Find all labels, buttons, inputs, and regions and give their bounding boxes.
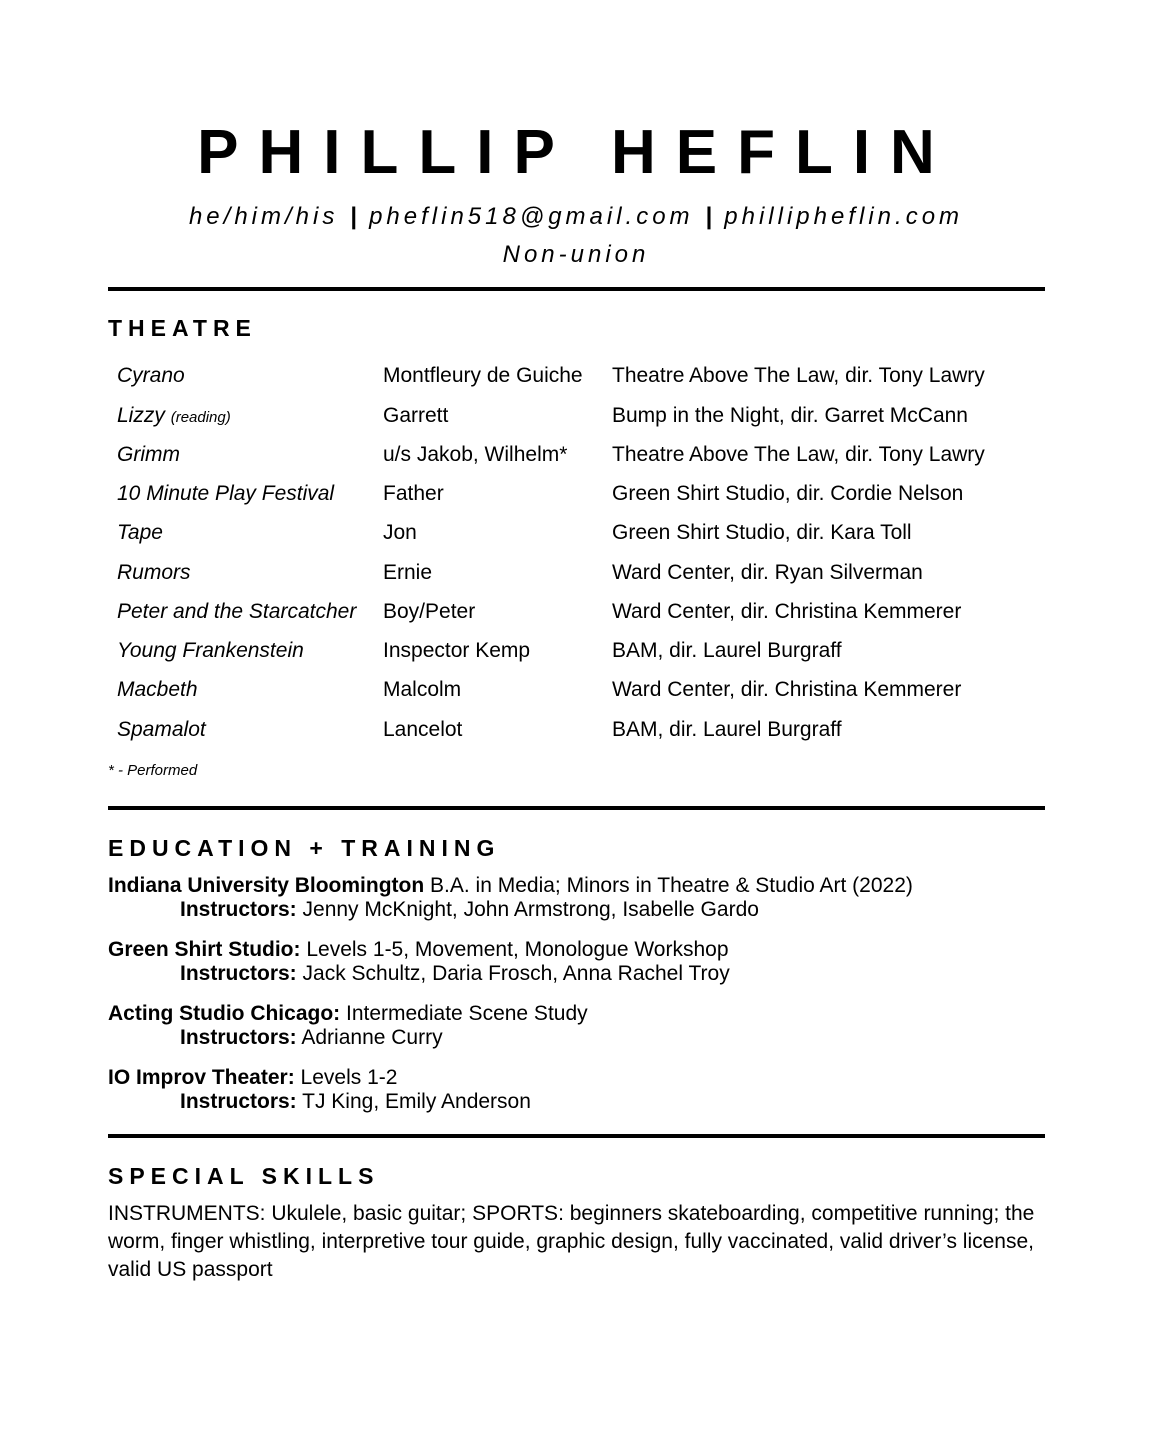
education-entry <box>108 938 1048 986</box>
education-entry <box>108 1002 1048 1050</box>
credit-row <box>0 558 1152 588</box>
credit-row <box>0 361 1152 391</box>
show-title: Tape <box>117 521 163 544</box>
divider <box>108 1134 1045 1138</box>
role: Malcolm <box>383 678 462 701</box>
credit-row <box>0 636 1152 666</box>
program-detail: Intermediate Scene Study <box>340 1002 588 1025</box>
role: Lancelot <box>383 718 463 741</box>
school-name: Indiana University Bloomington <box>108 874 425 897</box>
email: pheflin518@gmail.com <box>369 203 694 230</box>
website: phillipheflin.com <box>724 203 964 230</box>
company: Bump in the Night, dir. Garret McCann <box>612 404 968 427</box>
show-title: Peter and the Starcatcher <box>117 600 357 623</box>
show-title: 10 Minute Play Festival <box>117 482 335 505</box>
company: BAM, dir. Laurel Burgraff <box>612 639 842 662</box>
education-entry <box>108 1066 1048 1114</box>
education-heading: EDUCATION + TRAINING <box>108 835 501 861</box>
show-title: Grimm <box>117 443 180 466</box>
divider <box>108 806 1045 810</box>
company: Ward Center, dir. Christina Kemmerer <box>612 678 962 701</box>
company: BAM, dir. Laurel Burgraff <box>612 718 842 741</box>
school-name: Green Shirt Studio: <box>108 938 301 961</box>
credit-row <box>0 440 1152 470</box>
role: Jon <box>383 521 417 544</box>
role: Father <box>383 482 444 505</box>
credit-row <box>0 597 1152 627</box>
show-title: Cyrano <box>117 364 185 387</box>
role: Garrett <box>383 404 449 427</box>
skills-heading: SPECIAL SKILLS <box>108 1163 380 1189</box>
resume-name: PHILLIP HEFLIN <box>197 118 955 187</box>
union-status: Non-union <box>502 241 650 268</box>
instructors-list: Jenny McKnight, John Armstrong, Isabelle Gardo <box>296 898 759 921</box>
show-title: Young Frankenstein <box>117 639 304 662</box>
company: Ward Center, dir. Christina Kemmerer <box>612 600 962 623</box>
separator: | <box>350 203 358 230</box>
company: Theatre Above The Law, dir. Tony Lawry <box>612 443 985 466</box>
role: Ernie <box>383 561 433 584</box>
instructors-label: Instructors: <box>180 1090 297 1113</box>
instructors-label: Instructors: <box>180 1026 297 1049</box>
role: u/s Jakob, Wilhelm* <box>383 443 568 466</box>
credit-row <box>0 401 1152 431</box>
credit-row <box>0 479 1152 509</box>
contact-line <box>0 202 1152 232</box>
instructors-list: Adrianne Curry <box>296 1026 443 1049</box>
divider <box>108 287 1045 291</box>
role: Boy/Peter <box>383 600 476 623</box>
separator: | <box>705 203 713 230</box>
school-name: IO Improv Theater: <box>108 1066 295 1089</box>
footnote: * - Performed <box>108 762 198 779</box>
pronouns: he/him/his <box>188 203 339 230</box>
school-name: Acting Studio Chicago: <box>108 1002 341 1025</box>
company: Ward Center, dir. Ryan Silverman <box>612 561 923 584</box>
program-detail: Levels 1-2 <box>294 1066 398 1089</box>
show-title: Lizzy (reading) <box>117 404 231 427</box>
credit-row <box>0 518 1152 548</box>
company: Green Shirt Studio, dir. Kara Toll <box>612 521 912 544</box>
role: Inspector Kemp <box>383 639 531 662</box>
credit-row <box>0 715 1152 745</box>
instructors-label: Instructors: <box>180 962 297 985</box>
role: Montfleury de Guiche <box>383 364 583 387</box>
theatre-heading: THEATRE <box>108 315 257 341</box>
show-title: Spamalot <box>117 718 206 741</box>
show-title: Macbeth <box>117 678 198 701</box>
instructors-list: TJ King, Emily Anderson <box>296 1090 531 1113</box>
program-detail: B.A. in Media; Minors in Theatre & Studio Art (2022) <box>424 874 913 897</box>
skills-text: INSTRUMENTS: Ukulele, basic guitar; SPORTS: beginners skateboarding, competitive running; the worm, finger whistling, interpretive tour guide, graphic design, fully vaccinated, valid driver’s license, valid US passport <box>108 1202 1035 1281</box>
show-note: (reading) <box>170 409 231 426</box>
instructors-list: Jack Schultz, Daria Frosch, Anna Rachel Troy <box>296 962 730 985</box>
company: Theatre Above The Law, dir. Tony Lawry <box>612 364 985 387</box>
instructors-label: Instructors: <box>180 898 297 921</box>
credit-row <box>0 675 1152 705</box>
company: Green Shirt Studio, dir. Cordie Nelson <box>612 482 964 505</box>
education-entry <box>108 874 1048 922</box>
program-detail: Levels 1-5, Movement, Monologue Workshop <box>300 938 729 961</box>
show-title: Rumors <box>117 561 191 584</box>
